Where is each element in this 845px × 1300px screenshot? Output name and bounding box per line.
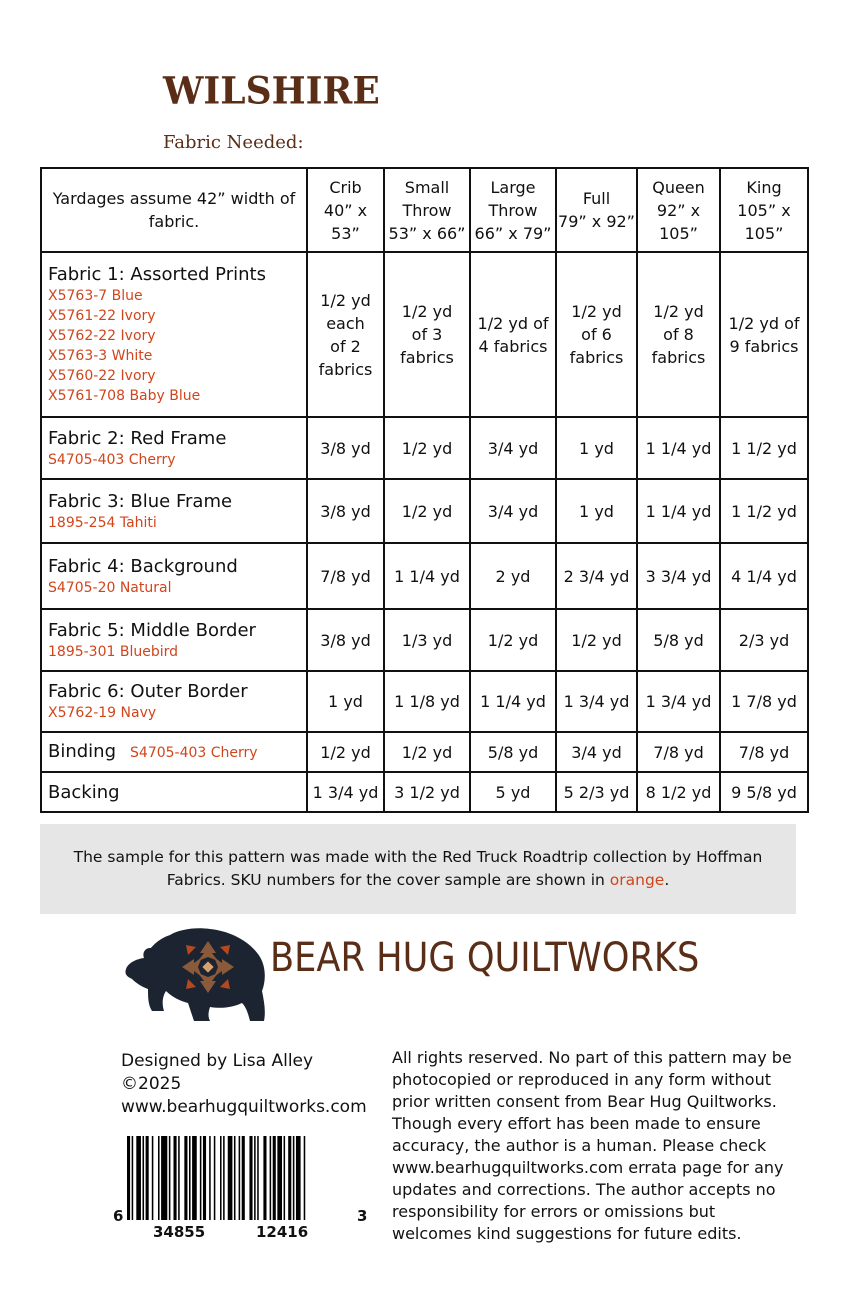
bear-with-quilt-block-icon: [118, 925, 268, 1025]
yardage-cell: 1 3/4 yd: [637, 671, 720, 732]
column-header: Small Throw 53” x 66”: [384, 168, 470, 252]
yardage-cell: 1/2 yd: [470, 609, 556, 671]
barcode-lead-digit: 6: [113, 1207, 124, 1225]
fabric-label-cell: [41, 479, 307, 543]
fabric-name: Fabric 2: Red Frame: [48, 427, 227, 449]
yardage-cell: 2 3/4 yd: [556, 543, 637, 609]
sku-label: X5761-708 Baby Blue: [48, 388, 201, 404]
sku-label: S4705-403 Cherry: [130, 744, 258, 761]
yardage-cell: 2 yd: [470, 543, 556, 609]
column-header: Queen 92” x 105”: [637, 168, 720, 252]
sample-note-line: Fabrics. SKU numbers for the cover sample are shown in orange.: [166, 871, 670, 889]
yardage-cell: 9 5/8 yd: [720, 772, 808, 812]
table-header-row: [41, 168, 808, 252]
orange-highlight: orange: [609, 871, 665, 889]
yardage-cell: 1 3/4 yd: [556, 671, 637, 732]
fabric-label-cell: [41, 772, 307, 812]
yardage-cell: 1 1/2 yd: [720, 479, 808, 543]
yardage-cell: 1/2 yd of 8 fabrics: [637, 252, 720, 417]
yardage-cell: 3/4 yd: [470, 417, 556, 479]
brand-wordmark: BEAR HUG QUILTWORKS: [270, 935, 700, 981]
table-row: [41, 417, 808, 479]
yardage-cell: 3/8 yd: [307, 417, 384, 479]
fabric-label-cell: [41, 732, 307, 772]
sku-label: X5762-19 Navy: [48, 705, 157, 721]
fabric-label-cell: [41, 252, 307, 417]
yardage-cell: 7/8 yd: [637, 732, 720, 772]
yardage-cell: 1 3/4 yd: [307, 772, 384, 812]
yardage-note: Yardages assume 42” width of fabric.: [41, 168, 307, 252]
fabric-name: Fabric 5: Middle Border: [48, 619, 256, 641]
yardage-cell: 1/2 yd of 4 fabrics: [470, 252, 556, 417]
yardage-cell: 7/8 yd: [720, 732, 808, 772]
yardage-cell: 5 2/3 yd: [556, 772, 637, 812]
fabric-label-cell: [41, 417, 307, 479]
fabric-name: Fabric 3: Blue Frame: [48, 490, 233, 512]
copyright-line: ©2025: [121, 1074, 182, 1094]
sku-label: S4705-403 Cherry: [48, 451, 176, 468]
fabric-label-cell: [41, 609, 307, 671]
table-row: [41, 479, 808, 543]
barcode: [113, 1136, 368, 1246]
yardage-cell: 3/8 yd: [307, 609, 384, 671]
yardage-cell: 1 yd: [556, 479, 637, 543]
sku-label: X5762-22 Ivory: [48, 328, 156, 344]
yardage-cell: 1 1/4 yd: [384, 543, 470, 609]
yardage-cell: 5/8 yd: [470, 732, 556, 772]
sku-label: 1895-301 Bluebird: [48, 643, 179, 660]
yardage-cell: 1/2 yd each of 2 fabrics: [307, 252, 384, 417]
yardage-cell: 1 1/4 yd: [637, 417, 720, 479]
rights-statement: All rights reserved. No part of this pattern may be photocopied or reproduced in any form without prior written consent from Bear Hug Quiltworks. Though every effort has been made to ensure accuracy, the author is a human. Please check www.bearhugquiltworks.com errata page for any updates and corrections. The author accepts no responsibility for errors or omissions but welcomes kind suggestions for future edits.: [392, 1048, 792, 1243]
fabric-name: Fabric 1: Assorted Prints: [48, 264, 266, 285]
barcode-bars: [127, 1136, 351, 1220]
credits-block: [121, 1050, 367, 1119]
yardage-cell: 8 1/2 yd: [637, 772, 720, 812]
column-header: Full 79” x 92”: [556, 168, 637, 252]
yardage-cell: 1/3 yd: [384, 609, 470, 671]
table-row: [41, 543, 808, 609]
yardage-cell: 2/3 yd: [720, 609, 808, 671]
fabric-label-cell: [41, 543, 307, 609]
sku-label: X5763-7 Blue: [48, 288, 143, 304]
yardage-cell: 1/2 yd of 6 fabrics: [556, 252, 637, 417]
fabric-name: Binding: [48, 740, 117, 762]
yardage-cell: 7/8 yd: [307, 543, 384, 609]
yardage-cell: 1/2 yd: [307, 732, 384, 772]
yardage-cell: 3/8 yd: [307, 479, 384, 543]
yardage-cell: 3/4 yd: [470, 479, 556, 543]
sku-label: X5763-3 White: [48, 348, 153, 364]
column-header: Crib 40” x 53”: [307, 168, 384, 252]
yardage-cell: 1/2 yd of 3 fabrics: [384, 252, 470, 417]
fabric-requirements-table: [40, 167, 809, 813]
yardage-cell: 3 3/4 yd: [637, 543, 720, 609]
yardage-cell: 5 yd: [470, 772, 556, 812]
yardage-cell: 1/2 yd of 9 fabrics: [720, 252, 808, 417]
barcode-left-group: 34855: [153, 1223, 206, 1241]
fabric-name: Backing: [48, 781, 120, 803]
sku-label: S4705-20 Natural: [48, 579, 172, 596]
yardage-cell: 1/2 yd: [556, 609, 637, 671]
yardage-cell: 1 1/4 yd: [637, 479, 720, 543]
sample-note-box: [40, 824, 796, 914]
barcode-check-digit: 3: [357, 1207, 368, 1225]
table-row: [41, 609, 808, 671]
sku-label: X5761-22 Ivory: [48, 308, 156, 324]
fabric-name: Fabric 6: Outer Border: [48, 681, 248, 702]
yardage-cell: 1 yd: [556, 417, 637, 479]
yardage-cell: 1 yd: [307, 671, 384, 732]
yardage-cell: 5/8 yd: [637, 609, 720, 671]
website-line: www.bearhugquiltworks.com: [121, 1097, 367, 1117]
column-header: Large Throw 66” x 79”: [470, 168, 556, 252]
pattern-title: WILSHIRE: [163, 68, 380, 114]
yardage-cell: 1 1/8 yd: [384, 671, 470, 732]
fabric-name: Fabric 4: Background: [48, 555, 238, 577]
yardage-cell: 4 1/4 yd: [720, 543, 808, 609]
table-row: [41, 671, 808, 732]
sample-note-line: The sample for this pattern was made with the Red Truck Roadtrip collection by Hoffman: [73, 848, 763, 866]
fabric-needed-heading: Fabric Needed:: [163, 132, 304, 153]
yardage-cell: 3 1/2 yd: [384, 772, 470, 812]
fabric-label-cell: [41, 671, 307, 732]
yardage-cell: 1 7/8 yd: [720, 671, 808, 732]
yardage-cell: 1 1/4 yd: [470, 671, 556, 732]
table-row: [41, 252, 808, 417]
yardage-cell: 1 1/2 yd: [720, 417, 808, 479]
yardage-cell: 1/2 yd: [384, 479, 470, 543]
table-row: [41, 772, 808, 812]
yardage-cell: 3/4 yd: [556, 732, 637, 772]
column-header: King 105” x 105”: [720, 168, 808, 252]
barcode-right-group: 12416: [256, 1223, 309, 1241]
sku-label: X5760-22 Ivory: [48, 368, 156, 384]
yardage-cell: 1/2 yd: [384, 417, 470, 479]
table-row: [41, 732, 808, 772]
yardage-cell: 1/2 yd: [384, 732, 470, 772]
designer-line: Designed by Lisa Alley: [121, 1051, 314, 1071]
sku-label: 1895-254 Tahiti: [48, 514, 157, 531]
